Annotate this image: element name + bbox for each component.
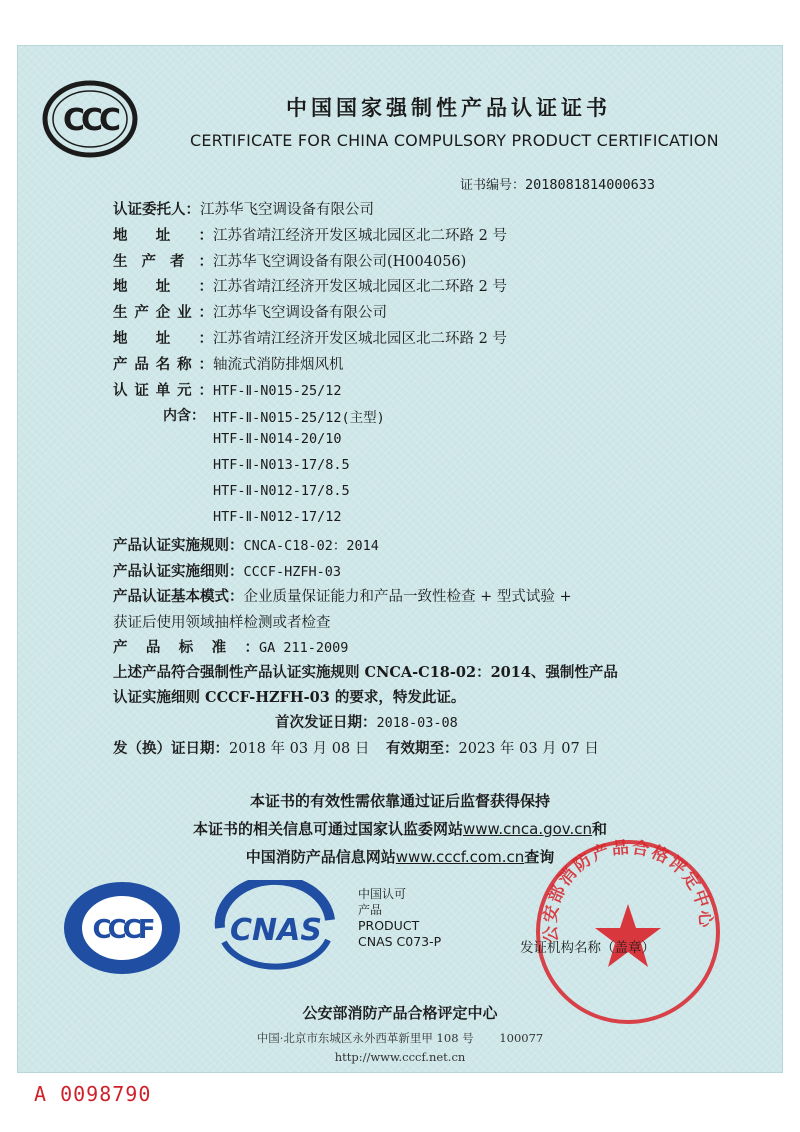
- cert-unit-value: HTF-Ⅱ-N015-25/12: [213, 383, 342, 399]
- statement-line1: 上述产品符合强制性产品认证实施规则 CNCA-C18-02：2014、强制性产品: [113, 664, 618, 681]
- address3-value: 江苏省靖江经济开发区城北园区北二环路 2 号: [213, 331, 507, 347]
- rule-value: CNCA-C18-02：2014: [243, 538, 379, 554]
- serial-number: A 0098790: [34, 1082, 152, 1106]
- accreditation-block: [358, 886, 441, 950]
- statement-line2: 认证实施细则 CCCF-HZFH-03 的要求，特发此证。: [113, 689, 466, 706]
- certificate-number: [460, 174, 655, 193]
- address2-value: 江苏省靖江经济开发区城北园区北二环路 2 号: [213, 279, 507, 295]
- address2-row: [113, 275, 507, 296]
- product-name-value: 轴流式消防排烟风机: [213, 357, 344, 373]
- applicant-label: 认证委托人：: [113, 201, 200, 218]
- seal-text: 公安部消防产品合格评定中心: [540, 837, 716, 944]
- product-name-label: 产品名称：: [113, 356, 213, 373]
- applicant-row: [113, 198, 374, 219]
- manufacturer-label: 生产者：: [113, 253, 213, 270]
- factory-row: [113, 301, 387, 322]
- certificate-number-value: 2018081814000633: [525, 177, 656, 193]
- address1-row: [113, 224, 507, 245]
- detail-value: CCCF-HZFH-03: [243, 564, 342, 580]
- cccf-notice-text: 中国消防产品信息网站: [245, 848, 396, 866]
- cnca-link[interactable]: www.cnca.gov.cn: [462, 820, 593, 838]
- cnca-notice-text: 本证书的相关信息可通过国家认监委网站: [192, 820, 463, 838]
- ccc-logo: [42, 80, 138, 158]
- mode-row-continued: [113, 611, 331, 632]
- standard-row: [113, 636, 348, 657]
- cnas-logo-text: CNAS: [230, 913, 322, 948]
- issuing-center-name: 公安部消防产品合格评定中心: [302, 1004, 498, 1022]
- cnca-notice-suffix: 和: [592, 820, 608, 838]
- cccf-logo-text: CCCF: [92, 915, 152, 945]
- applicant-value: 江苏华飞空调设备有限公司: [200, 202, 374, 218]
- factory-label: 生产企业：: [113, 304, 213, 321]
- issue-date-label: 发（换）证日期：: [113, 740, 229, 757]
- accreditation-line3: PRODUCT: [358, 918, 420, 933]
- contains-label: 内含：: [163, 408, 205, 424]
- mode-value-line2: 获证后使用领域抽样检测或者检查: [113, 615, 331, 631]
- standard-value: GA 211-2009: [259, 640, 349, 656]
- cnas-logo: [210, 880, 340, 976]
- detail-row: [113, 560, 341, 581]
- issuing-center-address: [0, 1030, 800, 1046]
- mode-row: [113, 585, 572, 606]
- certificate-title-cn: 中国国家强制性产品认证证书: [286, 95, 611, 120]
- issuer-label: 发证机构名称（盖章）: [520, 940, 655, 956]
- address-text: 中国·北京市东城区永外西革新里甲 108 号: [256, 1031, 474, 1045]
- mode-value-line1: 企业质量保证能力和产品一致性检查 + 型式试验 +: [243, 589, 572, 605]
- ccc-logo-text: CCC: [62, 103, 118, 138]
- validity-notice: 本证书的有效性需依靠通过证后监督获得保持: [249, 792, 550, 810]
- model-item: HTF-Ⅱ-N014-20/10: [213, 431, 342, 447]
- model-item: HTF-Ⅱ-N015-25/12(主型): [213, 410, 385, 426]
- rule-label: 产品认证实施规则：: [113, 537, 244, 554]
- address1-value: 江苏省靖江经济开发区城北园区北二环路 2 号: [213, 228, 507, 244]
- rule-row: [113, 534, 379, 555]
- factory-value: 江苏华飞空调设备有限公司: [213, 305, 387, 321]
- model-item: HTF-Ⅱ-N013-17/8.5: [213, 457, 350, 473]
- address2-label: 地址：: [113, 278, 213, 295]
- postcode: 100077: [499, 1031, 544, 1045]
- model-item: HTF-Ⅱ-N012-17/12: [213, 509, 342, 525]
- issue-date-value: 2018 年 03 月 08 日: [229, 741, 370, 757]
- issue-row: [113, 737, 599, 758]
- model-item: HTF-Ⅱ-N012-17/8.5: [213, 483, 350, 499]
- first-issue-row: [275, 711, 458, 732]
- cert-unit-row: [113, 379, 342, 400]
- address1-label: 地址：: [113, 227, 213, 244]
- certificate-title-en: CERTIFICATE FOR CHINA COMPULSORY PRODUCT CERTIFICATION: [190, 131, 719, 150]
- certificate-number-label: 证书编号：: [460, 178, 526, 193]
- cccf-logo: [62, 878, 182, 978]
- manufacturer-row: [113, 250, 466, 271]
- center-website: http://www.cccf.net.cn: [334, 1050, 466, 1064]
- address3-row: [113, 327, 507, 348]
- first-issue-value: 2018-03-08: [376, 715, 458, 731]
- product-name-row: [113, 353, 344, 374]
- cccf-notice-suffix: 查询: [524, 848, 555, 866]
- standard-label: 产品标准：: [113, 639, 259, 656]
- manufacturer-value: 江苏华飞空调设备有限公司(H004056): [213, 254, 467, 270]
- detail-label: 产品认证实施细则：: [113, 563, 244, 580]
- valid-until-label: 有效期至：: [385, 740, 459, 757]
- accreditation-line1: 中国认可: [358, 887, 407, 901]
- address3-label: 地址：: [113, 330, 213, 347]
- cccf-link[interactable]: www.cccf.com.cn: [395, 848, 525, 866]
- first-issue-label: 首次发证日期：: [275, 714, 377, 731]
- cert-unit-label: 认证单元：: [113, 382, 213, 399]
- valid-until-value: 2023 年 03 月 07 日: [458, 741, 599, 757]
- accreditation-line2: 产品: [358, 903, 383, 917]
- mode-label: 产品认证基本模式：: [113, 588, 244, 605]
- accreditation-line4: CNAS C073-P: [358, 934, 442, 949]
